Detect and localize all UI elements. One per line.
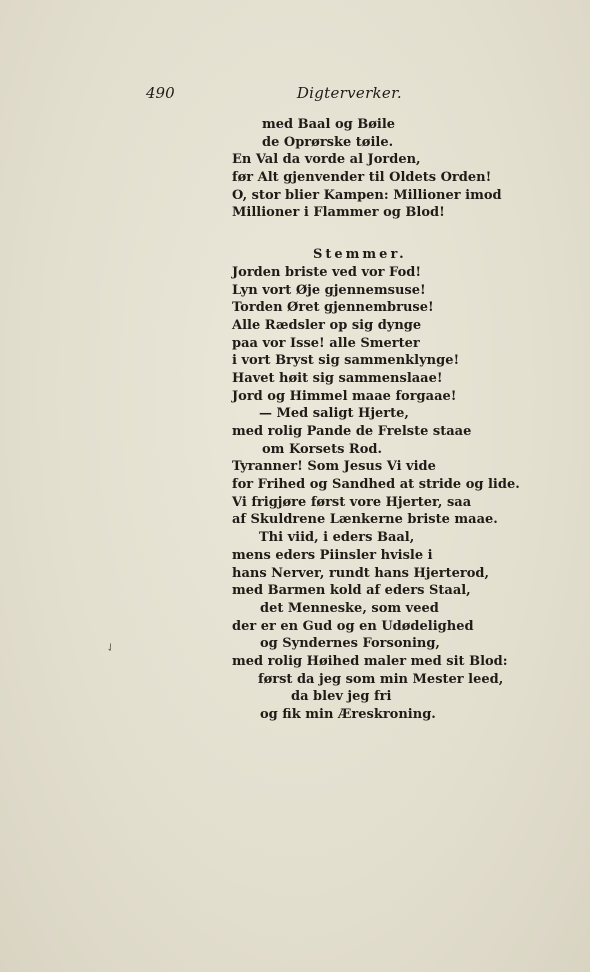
poem-line: Alle Rædsler op sig dynge (232, 317, 422, 333)
poem-line: de Oprørske tøile. (262, 134, 394, 150)
page-number: 490 (146, 84, 175, 102)
poem-line: med Barmen kold af eders Staal, (232, 583, 471, 599)
poem-part-1 (232, 116, 552, 222)
poem-line: paa vor Isse! alle Smerter (232, 335, 420, 351)
poem-line: En Val da vorde al Jorden, (232, 152, 421, 168)
poem-part-2 (232, 264, 552, 724)
margin-check-mark-icon: ✓ (103, 639, 119, 656)
poem-text (232, 116, 552, 724)
poem-line: af Skuldrene Lænkerne briste maae. (232, 512, 498, 528)
page-header (146, 84, 402, 106)
poem-line: Jord og Himmel maae forgaae! (232, 388, 457, 404)
poem-line: Millioner i Flammer og Blod! (232, 205, 445, 221)
poem-line: Havet høit sig sammenslaae! (232, 370, 443, 386)
poem-line: Thi viid, i eders Baal, (259, 530, 415, 546)
poem-line: — Med saligt Hjerte, (259, 406, 409, 422)
poem-line: og fik min Æreskroning. (260, 707, 436, 722)
poem-line: om Korsets Rod. (262, 441, 383, 457)
poem-line: med rolig Høihed maler med sit Blod: (232, 653, 508, 669)
poem-line: da blev jeg fri (291, 689, 392, 705)
poem-line: hans Nerver, rundt hans Hjerterod, (232, 565, 490, 581)
poem-line: før Alt gjenvender til Oldets Orden! (232, 170, 492, 186)
poem-line: med Baal og Bøile (262, 117, 396, 132)
poem-line: Jorden briste ved vor Fod! (232, 264, 422, 280)
poem-line: Vi frigjøre først vore Hjerter, saa (232, 494, 472, 510)
poem-line: og Syndernes Forsoning, (260, 636, 440, 652)
stanza-gap (232, 222, 552, 246)
poem-line: med rolig Pande de Frelste staae (232, 424, 472, 439)
poem-line: O, stor blier Kampen: Millioner imod (232, 187, 502, 203)
poem-line: Torden Øret gjennembruse! (232, 300, 434, 316)
poem-line: først da jeg som min Mester leed, (258, 671, 504, 687)
poem-line: Tyranner! Som Jesus Vi vide (232, 459, 436, 475)
section-heading: Stemmer. (313, 247, 407, 263)
poem-line: i vort Bryst sig sammenklynge! (232, 353, 460, 369)
poem-line: mens eders Piinsler hvisle i (232, 547, 433, 563)
poem-line: for Frihed og Sandhed at stride og lide. (232, 477, 520, 493)
poem-line: det Menneske, som veed (260, 600, 439, 616)
poem-line: der er en Gud og en Udødelighed (232, 618, 474, 634)
running-title: Digterverker. (296, 84, 402, 102)
poem-line: Lyn vort Øje gjennemsuse! (232, 282, 426, 298)
